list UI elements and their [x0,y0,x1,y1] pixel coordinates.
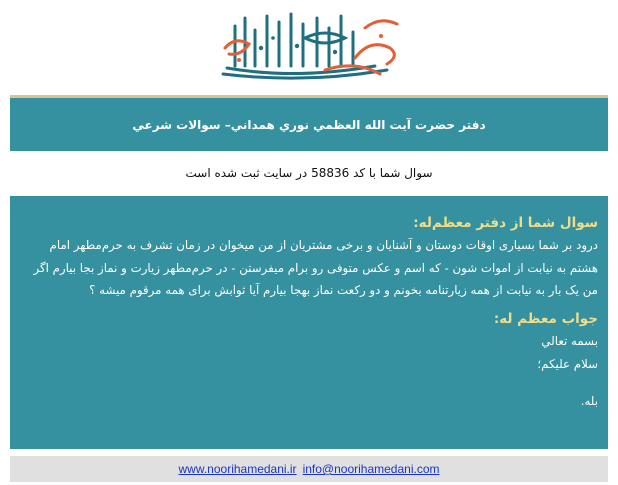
question-heading: سوال شما از دفتر معظم‌له: [413,215,598,231]
email-link[interactable]: info@noorihamedani.com [302,462,440,476]
page-title: دفتر حضرت آيت الله العظمي نوري همداني– سوالات شرعي [132,117,486,132]
answer-basmala: بسمه تعالي [541,333,598,348]
footer [10,456,608,482]
qa-panel [10,196,608,449]
answer-text: بله. [580,393,598,408]
answer-greeting: سلام علیکم؛ [537,356,598,371]
answer-heading: جواب معظم له: [493,310,598,327]
title-bar [10,95,608,151]
submission-confirmation [10,160,608,186]
calligraphy-logo-icon [205,8,415,82]
confirmation-text: سوال شما با کد 58836 در سایت ثبت شده است [185,166,433,180]
calligraphy-logo [205,8,415,82]
question-body: درود بر شما بسیاری اوقات دوستان و آشنایان و برخی مشتریان از من میخوان در زمان تشرف به حرم‌مطهر امام هشتم به نیابت از اموات شون - که اسم و عکس متوفی رو برام میفرستن - در حرم‌مطهر زیارت و نماز بجا بیارم اگر من یک بار به نیابت از همه زیارتنامه بخونم و دو رکعت نماز بهجا بیارم آیا ثوابش برای همه مرقوم میشه ؟ [33,238,598,297]
website-link[interactable]: www.noorihamedani.ir [178,462,297,476]
